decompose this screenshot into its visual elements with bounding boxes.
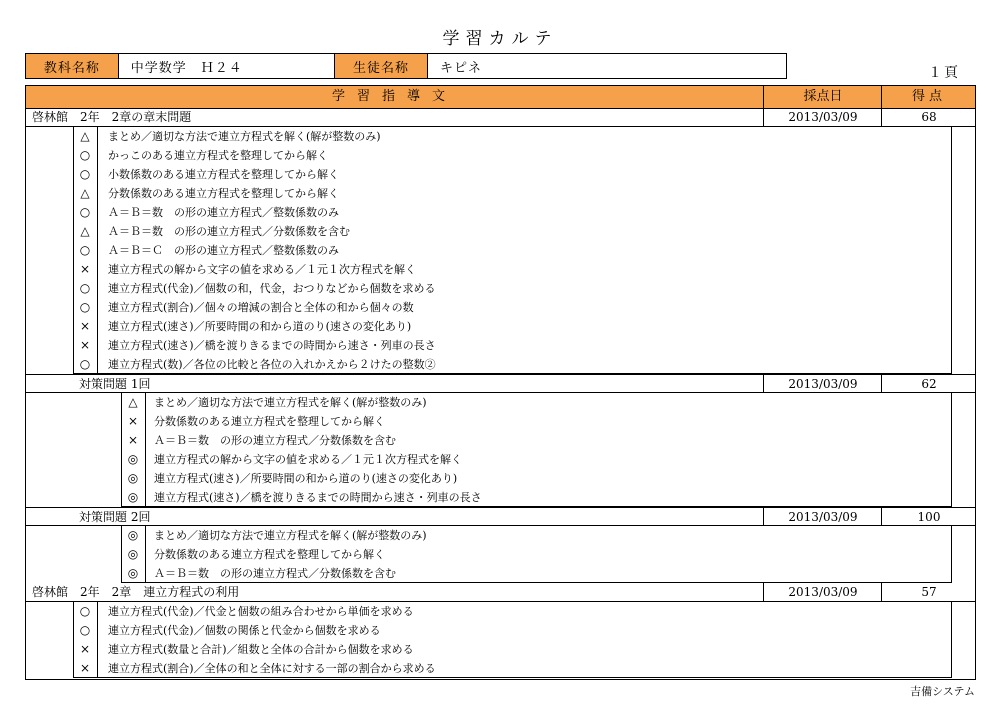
mark-symbol: × [79, 319, 91, 333]
subgroup-row-title: 対策問題 2回 [79, 510, 151, 524]
item-text: まとめ／適切な方法で連立方程式を解く(解が整数のみ) [154, 529, 427, 542]
mark-symbol: ◎ [127, 452, 139, 466]
mark-symbol: ○ [79, 623, 91, 637]
subgroup-row-date: 2013/03/09 [763, 375, 882, 393]
list-right-border [951, 526, 952, 583]
item-text: 連立方程式(速さ)／所要時間の和から道のり(速さの変化あり) [154, 472, 458, 485]
mark-symbol: × [79, 262, 91, 276]
list-item [26, 621, 975, 640]
item-text: Ａ＝Ｂ＝数 の形の連立方程式／分数係数を含む [108, 225, 350, 238]
list-item [26, 184, 975, 203]
list-right-border [951, 393, 952, 507]
item-text: 連立方程式(代金)／代金と個数の組み合わせから単価を求める [108, 605, 414, 618]
item-text: 小数係数のある連立方程式を整理してから解く [108, 168, 339, 181]
item-text: まとめ／適切な方法で連立方程式を解く(解が整数のみ) [154, 396, 427, 409]
subgroup-row-score: 62 [881, 375, 976, 393]
mark-symbol: ○ [79, 357, 91, 371]
item-text: 連立方程式(割合)／個々の増減の割合と全体の和から個々の数 [108, 301, 414, 314]
subgroup-row [26, 507, 975, 526]
list-item [26, 146, 975, 165]
group-row-date: 2013/03/09 [763, 108, 882, 126]
list-item [26, 602, 975, 621]
record-table [25, 85, 976, 680]
list-item [26, 393, 975, 412]
item-text: 連立方程式(速さ)／橋を渡りきるまでの時間から速さ・列車の長さ [154, 491, 482, 504]
list-item [26, 165, 975, 184]
footer-company: 吉備システム [910, 685, 975, 698]
subject-label: 教科名称 [26, 54, 119, 78]
list-item [26, 279, 975, 298]
mark-symbol: ○ [79, 281, 91, 295]
mark-symbol: ○ [79, 205, 91, 219]
column-divider [145, 526, 146, 583]
list-bottom-border [73, 677, 951, 678]
mark-symbol: ◎ [127, 547, 139, 561]
list-item [26, 241, 975, 260]
list-item [26, 431, 975, 450]
item-text: かっこのある連立方程式を整理してから解く [108, 149, 328, 162]
column-divider [97, 127, 98, 374]
mark-symbol: ○ [79, 243, 91, 257]
item-text: 連立方程式(割合)／全体の和と全体に対する一部の割合から求める [108, 662, 436, 675]
list-item [26, 659, 975, 678]
item-text: 連立方程式(速さ)／所要時間の和から道のり(速さの変化あり) [108, 320, 412, 333]
subgroup-row-score: 100 [881, 508, 976, 526]
group-row [26, 583, 975, 602]
info-bar [25, 53, 787, 79]
list-item [26, 469, 975, 488]
mark-symbol: ◎ [127, 471, 139, 485]
mark-symbol: ○ [79, 148, 91, 162]
item-text: 連立方程式の解から文字の値を求める／１元１次方程式を解く [154, 453, 462, 466]
mark-symbol: ◎ [127, 566, 139, 580]
column-divider [121, 393, 122, 507]
item-text: 分数係数のある連立方程式を整理してから解く [154, 548, 385, 561]
list-item [26, 336, 975, 355]
group-row-title: 啓林館 2年 2章の章末問題 [32, 110, 192, 124]
column-divider [97, 602, 98, 678]
group-row-score: 57 [881, 583, 976, 601]
list-item [26, 127, 975, 146]
list-item [26, 526, 975, 545]
page-number: １頁 [928, 65, 960, 81]
list-item [26, 545, 975, 564]
list-item [26, 298, 975, 317]
list-item [26, 222, 975, 241]
item-text: Ａ＝Ｂ＝数 の形の連立方程式／整数係数のみ [108, 206, 339, 219]
group-row-title: 啓林館 2年 2章 連立方程式の利用 [32, 585, 240, 599]
list-item [26, 564, 975, 583]
mark-symbol: × [127, 433, 139, 447]
item-text: Ａ＝Ｂ＝数 の形の連立方程式／分数係数を含む [154, 567, 396, 580]
mark-symbol: △ [80, 186, 90, 200]
item-text: 連立方程式(数量と合計)／組数と全体の合計から個数を求める [108, 643, 414, 656]
list-right-border [951, 127, 952, 374]
mark-symbol: ○ [79, 604, 91, 618]
mark-symbol: ◎ [127, 528, 139, 542]
list-item [26, 355, 975, 374]
list-item [26, 640, 975, 659]
header-date: 採点日 [763, 86, 882, 108]
group-row-date: 2013/03/09 [763, 583, 882, 601]
item-text: Ａ＝Ｂ＝Ｃ の形の連立方程式／整数係数のみ [108, 244, 339, 257]
mark-symbol: △ [80, 224, 90, 238]
mark-symbol: × [127, 414, 139, 428]
mark-symbol: × [79, 661, 91, 675]
subject-value: 中学数学 Ｈ２４ [119, 54, 335, 78]
subgroup-row-date: 2013/03/09 [763, 508, 882, 526]
item-text: 連立方程式(数)／各位の比較と各位の入れかえから２けたの整数② [108, 358, 436, 371]
column-divider [121, 526, 122, 583]
list-item [26, 317, 975, 336]
list-item [26, 412, 975, 431]
item-text: Ａ＝Ｂ＝数 の形の連立方程式／分数係数を含む [154, 434, 396, 447]
student-label: 生徒名称 [335, 54, 428, 78]
group-row-score: 68 [881, 108, 976, 126]
list-item [26, 203, 975, 222]
column-divider [145, 393, 146, 507]
mark-symbol: × [79, 338, 91, 352]
header-guidance: 学習指導文 [331, 89, 457, 104]
subgroup-row-title: 対策問題 1回 [79, 377, 151, 391]
mark-symbol: △ [128, 395, 138, 409]
item-text: 連立方程式の解から文字の値を求める／１元１次方程式を解く [108, 263, 416, 276]
page-title: 学習カルテ [442, 29, 558, 49]
group-row [26, 108, 975, 127]
table-header [26, 86, 975, 109]
subgroup-row [26, 374, 975, 393]
item-text: 連立方程式(代金)／個数の関係と代金から個数を求める [108, 624, 381, 637]
mark-symbol: × [79, 642, 91, 656]
list-item [26, 450, 975, 469]
item-text: 連立方程式(速さ)／橋を渡りきるまでの時間から速さ・列車の長さ [108, 339, 436, 352]
item-text: 連立方程式(代金)／個数の和，代金，おつりなどから個数を求める [108, 282, 436, 295]
column-divider [73, 602, 74, 678]
mark-symbol: ○ [79, 167, 91, 181]
mark-symbol: ◎ [127, 490, 139, 504]
item-text: 分数係数のある連立方程式を整理してから解く [108, 187, 339, 200]
list-right-border [951, 602, 952, 678]
list-item [26, 488, 975, 507]
column-divider [73, 127, 74, 374]
header-score: 得点 [881, 86, 976, 108]
item-text: 分数係数のある連立方程式を整理してから解く [154, 415, 385, 428]
mark-symbol: △ [80, 129, 90, 143]
item-text: まとめ／適切な方法で連立方程式を解く(解が整数のみ) [108, 130, 381, 143]
mark-symbol: ○ [79, 300, 91, 314]
list-item [26, 260, 975, 279]
student-value: キピネ [439, 60, 482, 76]
